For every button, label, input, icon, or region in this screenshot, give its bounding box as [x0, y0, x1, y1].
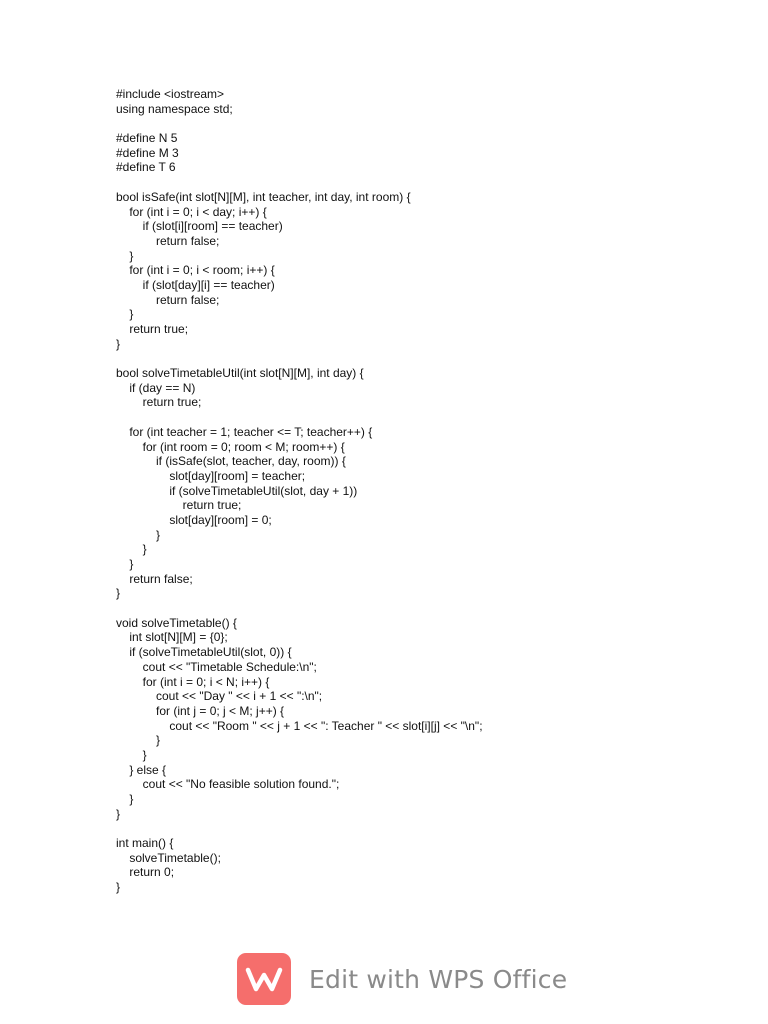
code-line: for (int i = 0; i < day; i++) {	[116, 204, 267, 219]
code-line: if (slot[day][i] == teacher)	[116, 277, 275, 292]
code-line: slot[day][room] = 0;	[116, 512, 272, 527]
code-line: return false;	[116, 571, 193, 586]
code-line: bool isSafe(int slot[N][M], int teacher, int day, int room) {	[116, 189, 411, 204]
code-line: cout << "No feasible solution found.";	[116, 777, 340, 792]
code-line: int slot[N][M] = {0};	[116, 630, 228, 645]
code-line: cout << "Room " << j + 1 << ": Teacher " << slot[i][j] << "\n";	[116, 718, 483, 733]
code-line	[116, 601, 716, 616]
code-block	[116, 87, 716, 895]
code-line: }	[116, 336, 121, 351]
code-line: }	[116, 586, 121, 601]
code-line: cout << "Timetable Schedule:\n";	[116, 659, 317, 674]
code-line: slot[day][room] = teacher;	[116, 468, 306, 483]
code-line: for (int j = 0; j < M; j++) {	[116, 703, 285, 718]
code-line: #define T 6	[116, 160, 176, 175]
code-line: void solveTimetable() {	[116, 615, 237, 630]
code-line: for (int teacher = 1; teacher <= T; teacher++) {	[116, 424, 373, 439]
code-line: #define M 3	[116, 145, 179, 160]
code-line: if (day == N)	[116, 380, 196, 395]
code-line: return false;	[116, 233, 220, 248]
code-line: using namespace std;	[116, 101, 233, 116]
code-line: }	[116, 307, 134, 322]
code-line: #define N 5	[116, 131, 178, 146]
code-line	[116, 351, 716, 366]
code-line: }	[116, 542, 147, 557]
code-line: }	[116, 557, 134, 571]
code-line: return true;	[116, 395, 202, 410]
code-line: }	[116, 747, 147, 762]
code-line: if (isSafe(slot, teacher, day, room)) {	[116, 454, 346, 469]
code-line: for (int i = 0; i < N; i++) {	[116, 674, 270, 689]
code-line	[116, 116, 716, 131]
code-line: }	[116, 248, 134, 263]
code-line: }	[116, 733, 161, 748]
code-line: if (solveTimetableUtil(slot, 0)) {	[116, 645, 292, 660]
wps-banner-text: Edit with WPS Office	[309, 964, 568, 994]
code-line: cout << "Day " << i + 1 << ":\n";	[116, 689, 323, 704]
code-line: }	[116, 880, 121, 895]
code-line: for (int room = 0; room < M; room++) {	[116, 439, 345, 454]
code-line: }	[116, 792, 134, 806]
code-line: }	[116, 527, 161, 542]
code-line: return false;	[116, 292, 220, 307]
code-line: #include <iostream>	[116, 87, 225, 101]
code-line	[116, 821, 716, 836]
code-line: }	[116, 806, 121, 821]
code-line: if (solveTimetableUtil(slot, day + 1))	[116, 483, 358, 498]
code-line: if (slot[i][room] == teacher)	[116, 219, 283, 234]
code-line: } else {	[116, 762, 167, 777]
wps-logo-icon	[237, 953, 291, 1005]
code-line: int main() {	[116, 836, 174, 851]
code-line: bool solveTimetableUtil(int slot[N][M], int day) {	[116, 366, 364, 381]
wps-banner[interactable]	[237, 952, 567, 1006]
code-line	[116, 410, 716, 425]
code-line: return true;	[116, 322, 189, 336]
code-line: solveTimetable();	[116, 850, 221, 865]
code-line: return true;	[116, 498, 242, 513]
code-line: return 0;	[116, 865, 175, 880]
code-line	[116, 175, 716, 190]
code-line: for (int i = 0; i < room; i++) {	[116, 263, 275, 278]
